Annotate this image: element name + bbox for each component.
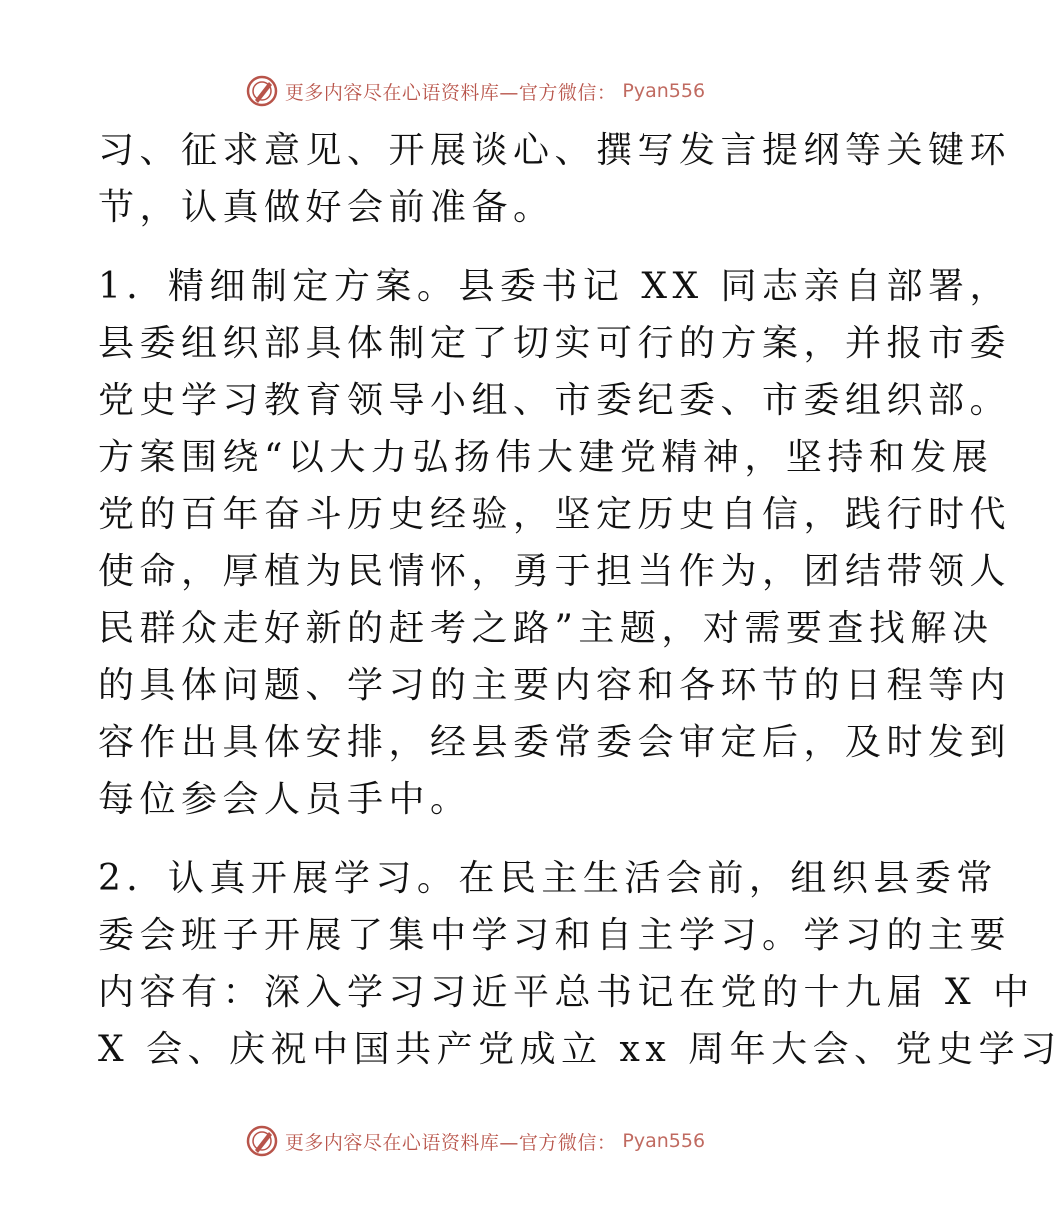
text-line: 方案围绕“以大力弘扬伟大建党精神，坚持和发展 [98,437,994,478]
watermark-wechat-id: Pyan556 [622,80,706,102]
document-body [98,122,1062,1078]
text-line: 党的百年奋斗历史经验，坚定历史自信，践行时代 [98,494,1012,535]
paragraph [98,122,1012,236]
text-line: 的具体问题、学习的主要内容和各环节的日程等内 [98,665,1012,706]
text-line: 使命，厚植为民情怀，勇于担当作为，团结带领人 [98,551,1012,592]
text-line: 1．精细制定方案。县委书记 XX 同志亲自部署， [98,266,1012,307]
header-watermark [0,74,950,108]
text-line: 委会班子开展了集中学习和自主学习。学习的主要 [98,915,1012,956]
paragraph [98,850,1062,1078]
footer-watermark [0,1124,950,1158]
text-line: 容作出具体安排，经县委常委会审定后，及时发到 [98,722,1012,763]
text-line: X 会、庆祝中国共产党成立 xx 周年大会、党史学习 [98,1029,1062,1070]
watermark-wechat-id: Pyan556 [622,1130,706,1152]
pen-logo-icon [245,1124,279,1158]
text-line: 党史学习教育领导小组、市委纪委、市委组织部。 [98,380,1012,421]
text-line: 县委组织部具体制定了切实可行的方案，并报市委 [98,323,1012,364]
text-line: 节，认真做好会前准备。 [98,187,555,228]
pen-logo-icon [245,74,279,108]
watermark-text: 更多内容尽在心语资料库—官方微信： [284,1131,617,1154]
text-line: 习、征求意见、开展谈心、撰写发言提纲等关键环 [98,130,1012,171]
paragraph [98,258,1012,828]
text-line: 2．认真开展学习。在民主生活会前，组织县委常 [98,858,998,899]
text-line: 内容有：深入学习习近平总书记在党的十九届 X 中 [98,972,1035,1013]
watermark-text: 更多内容尽在心语资料库—官方微信： [284,81,617,104]
text-line: 每位参会人员手中。 [98,779,472,820]
text-line: 民群众走好新的赶考之路”主题，对需要查找解决 [98,608,994,649]
